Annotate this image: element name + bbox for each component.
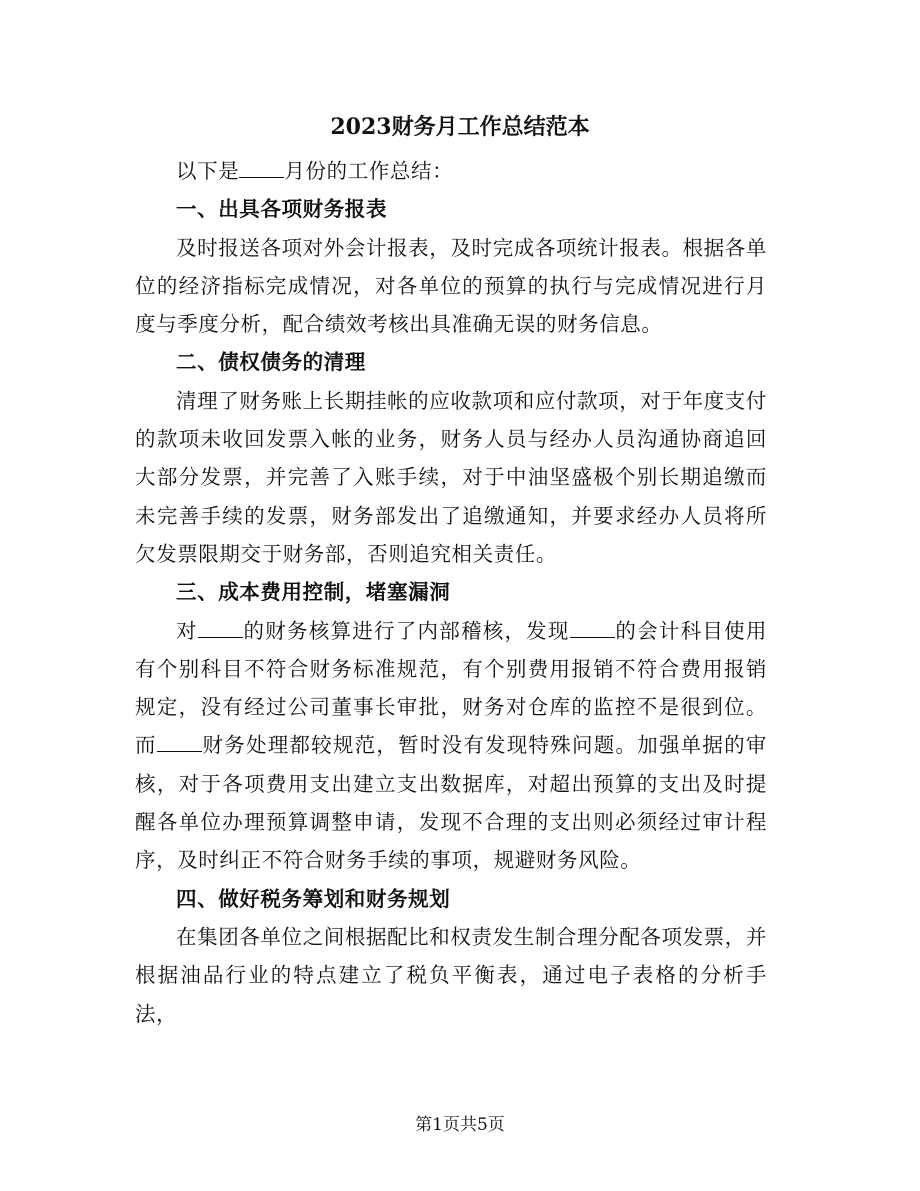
fill-in-blank: [198, 617, 243, 637]
intro-text-before: 以下是: [176, 159, 240, 183]
fill-in-blank: [157, 732, 202, 752]
fill-in-blank: [239, 158, 284, 178]
section-heading-2: 二、债权债务的清理: [176, 350, 366, 375]
intro-paragraph: [135, 152, 767, 190]
intro-text-after: 月份的工作总结：: [284, 159, 454, 183]
section-paragraph-4: 在集团各单位之间根据配比和权责发生制合理分配各项发票，并根据油品行业的特点建立了税负平衡表，通过电子表格的分析手法，: [135, 924, 767, 1026]
paragraph-text: 的会计科目使用有个别科目不符合财务标准规范，有个别费用报销不符合费用报销规定，没有经过公司董事长审批，财务对仓库的监控不是很到位。而: [135, 618, 768, 758]
section-heading-3: 三、成本费用控制，堵塞漏洞: [176, 580, 451, 605]
page-number-footer: 第1页共5页: [415, 1115, 505, 1135]
paragraph-text: 对: [176, 618, 198, 643]
document-title: 2023财务月工作总结范本: [330, 114, 590, 140]
document-body: [135, 152, 767, 1033]
section-paragraph-2: 清理了财务账上长期挂帐的应收款项和应付款项，对于年度支付的款项未收回发票入帐的业务，财务人员与经办人员沟通协商追回大部分发票，并完善了入账手续，对于中油坚盛极个别长期追缴而未完善手续的发票，财务部发出了追缴通知，并要求经办人员将所欠发票限期交于财务部，否则追究相关责任。: [135, 388, 767, 566]
section-paragraph-1: 及时报送各项对外会计报表，及时完成各项统计报表。根据各单位的经济指标完成情况，对各单位的预算的执行与完成情况进行月度与季度分析，配合绩效考核出具准确无误的财务信息。: [135, 235, 767, 337]
section-paragraph-3: [135, 612, 767, 880]
paragraph-text: 的财务核算进行了内部稽核，发现: [242, 618, 570, 643]
paragraph-text: 财务处理都较规范，暂时没有发现特殊问题。加强单据的审核，对于各项费用支出建立支出数据库，对超出预算的支出及时提醒各单位办理预算调整申请，发现不合理的支出则必须经过审计程序，及时纠正不符合财务手续的事项，规避财务风险。: [135, 733, 767, 873]
section-heading-4: 四、做好税务筹划和财务规划: [176, 886, 451, 911]
section-heading-1: 一、出具各项财务报表: [176, 197, 387, 222]
fill-in-blank: [570, 617, 615, 637]
